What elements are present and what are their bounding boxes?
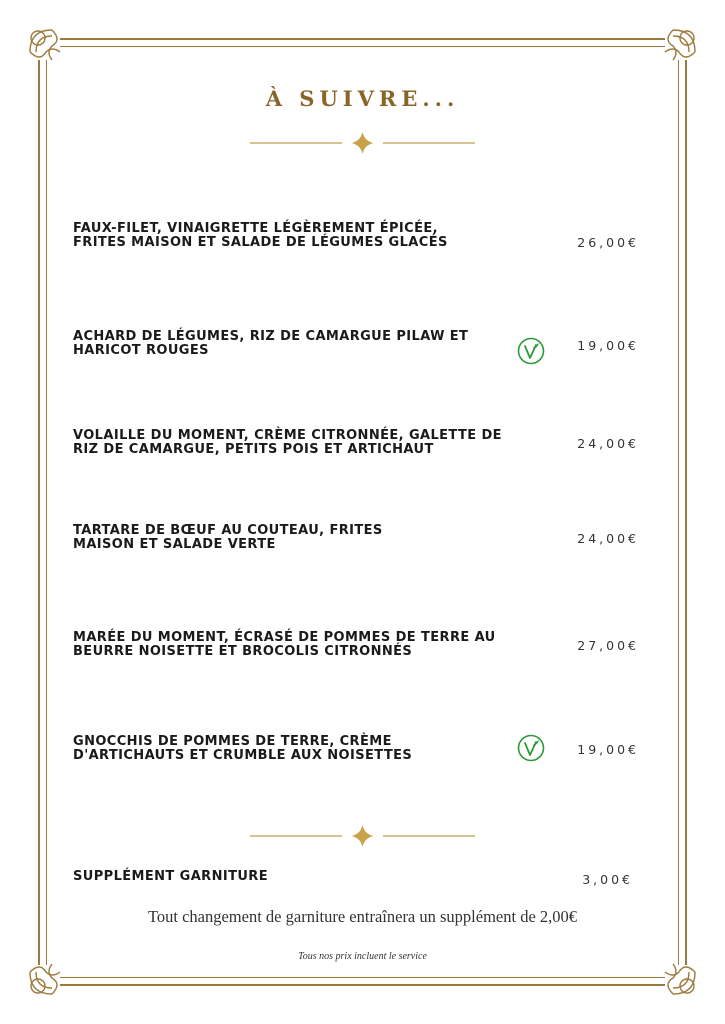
frame-bottom-outer bbox=[60, 984, 665, 986]
menu-item-name: TARTARE DE BŒUF AU COUTEAU, FRITES MAISON ET SALADE VERTE bbox=[73, 523, 383, 552]
frame-top-inner bbox=[60, 46, 665, 47]
frame-right-outer bbox=[685, 60, 687, 965]
garnish-change-note: Tout changement de garniture entraînera un supplément de 2,00€ bbox=[147, 907, 578, 926]
frame-right-inner bbox=[678, 60, 679, 965]
menu-item-name: GNOCCHIS DE POMMES DE TERRE, CRÈME D'ARTICHAUTS ET CRUMBLE AUX NOISETTES bbox=[73, 734, 413, 763]
frame-left-inner bbox=[46, 60, 47, 965]
menu-item-price: 26,00€ bbox=[577, 235, 639, 250]
corner-ornament-icon bbox=[22, 22, 82, 82]
vegetarian-icon bbox=[516, 733, 546, 763]
divider-star-icon bbox=[250, 824, 475, 848]
menu-item-price: 19,00€ bbox=[577, 338, 639, 353]
menu-item-price: 27,00€ bbox=[577, 638, 639, 653]
menu-item-name: ACHARD DE LÉGUMES, RIZ DE CAMARGUE PILAW ET HARICOT ROUGES bbox=[73, 329, 469, 358]
menu-item-price: 19,00€ bbox=[577, 742, 639, 757]
menu-item-price: 24,00€ bbox=[577, 436, 639, 451]
menu-item-price: 24,00€ bbox=[577, 531, 639, 546]
divider-star-icon bbox=[250, 131, 475, 155]
frame-top-outer bbox=[60, 38, 665, 40]
frame-left-outer bbox=[38, 60, 40, 965]
supplement-price: 3,00€ bbox=[582, 872, 633, 887]
menu-item-name: FAUX-FILET, VINAIGRETTE LÉGÈREMENT ÉPICÉE, FRITES MAISON ET SALADE DE LÉGUMES GLACÉS bbox=[73, 221, 448, 250]
service-note: Tous nos prix incluent le service bbox=[298, 951, 427, 962]
section-title: À SUIVRE... bbox=[265, 86, 460, 111]
corner-ornament-icon bbox=[643, 22, 703, 82]
vegetarian-icon bbox=[516, 336, 546, 366]
menu-item-name: MARÉE DU MOMENT, ÉCRASÉ DE POMMES DE TERRE AU BEURRE NOISETTE ET BROCOLIS CITRONNÉS bbox=[73, 630, 496, 659]
supplement-name: SUPPLÉMENT GARNITURE bbox=[73, 869, 269, 884]
menu-item-name: VOLAILLE DU MOMENT, CRÈME CITRONNÉE, GALETTE DE RIZ DE CAMARGUE, PETITS POIS ET ARTICHAUT bbox=[73, 428, 502, 457]
frame-bottom-inner bbox=[60, 977, 665, 978]
